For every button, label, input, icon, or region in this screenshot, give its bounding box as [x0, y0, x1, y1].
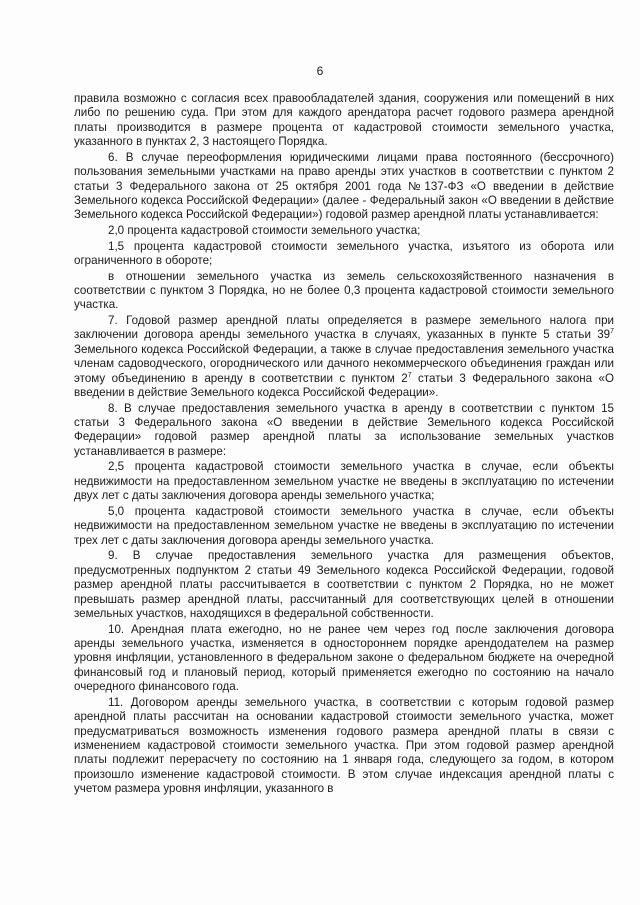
superscript-7a: 7 [610, 328, 614, 336]
paragraph-item-8: 8. В случае предоставления земельного участка в аренду в соответствии с пунктом 15 статьи 3 Федерального закона «О введении в действие Земельного кодекса Российской Федерации» годовой размер арендной платы за использование земельных участков устанавливается в размере: [74, 401, 614, 458]
paragraph-item-7 [74, 314, 614, 400]
document-body [74, 92, 614, 798]
paragraph-continuation: правила возможно с согласия всех правообладателей здания, сооружения или помещений в них либо по решению суда. При этом для каждого арендатора расчет годового размера арендной платы производится в размере процента от кадастровой стоимости земельного участка, указанного в пунктах 2, 3 настоящего Порядка. [74, 92, 614, 149]
paragraph-item-8-rate-a: 2,5 процента кадастровой стоимости земельного участка в случае, если объекты недвижимости на предоставленном земельном участке не введены в эксплуатацию по истечении двух лет с даты заключения договора аренды земельного участка; [74, 460, 614, 503]
paragraph-item-11: 11. Договором аренды земельного участка, в соответствии с которым годовой размер арендной платы рассчитан на основании кадастровой стоимости земельного участка, может предусматриваться возможность изменения годового размера арендной платы в связи с изменением кадастровой стоимости земельного участка. При этом годовой размер арендной платы подлежит перерасчету по состоянию на 1 января года, следующего за годом, в котором произошло изменение кадастровой стоимости. В этом случае индексация арендной платы с учетом размера уровня инфляции, указанного в [74, 695, 614, 796]
paragraph-item-7-part-c: статьи 3 Федерального закона «О введении в действие Земельного кодекса Российской Федерации». [74, 371, 614, 400]
paragraph-item-6-rate-c: в отношении земельного участка из земель сельскохозяйственного назначения в соответствии с пунктом 3 Порядка, но не более 0,3 процента кадастровой стоимости земельного участка. [74, 269, 614, 312]
paragraph-item-9: 9. В случае предоставления земельного участка для размещения объектов, предусмотренных подпунктом 2 статьи 49 Земельного кодекса Российской Федерации, годовой размер арендной платы рассчитывается в соответствии с пунктом 2 Порядка, но не может превышать размер арендной платы, рассчитанный для соответствующих целей в отношении земельных участков, находящихся в федеральной собственности. [74, 549, 614, 620]
page-number: 6 [316, 64, 324, 78]
superscript-7b: 7 [407, 371, 412, 379]
paragraph-item-10: 10. Арендная плата ежегодно, но не ранее чем через год после заключения договора аренды земельного участка, изменяется в одностороннем порядке арендодателем на размер уровня инфляции, установленного в федеральном законе о федеральном бюджете на очередной финансовый год и плановый период, который применяется ежегодно по состоянию на начало очередного финансового года. [74, 622, 614, 694]
paragraph-item-7-part-a: 7. Годовой размер арендной платы определяется в размере земельного налога при заключении договора аренды земельного участка в случаях, указанных в пункте 5 статьи 39 [74, 314, 614, 342]
paragraph-item-6-rate-a: 2,0 процента кадастровой стоимости земельного участка; [108, 224, 421, 238]
paragraph-item-6: 6. В случае переоформления юридическими лицами права постоянного (бессрочного) пользования земельными участками на право аренды этих участков в соответствии с пунктом 2 статьи 3 Федерального закона от 25 октября 2001 года №137-ФЗ «О введении в действие Земельного кодекса Российской Федерации» (далее - Федеральный закон «О введении в действие Земельного кодекса Российской Федерации») годовой размер арендной платы устанавливается: [74, 150, 614, 222]
paragraph-item-6-rate-b: 1,5 процента кадастровой стоимости земельного участка, изъятого из оборота или ограниченного в обороте; [74, 239, 614, 268]
paragraph-item-7-part-b: Земельного кодекса Российской Федерации, а также в случае предоставления земельного участка членам садоводческого, огороднического или дачного некоммерческого объединения граждан или этому объединению в аренду в соответствии с пунктом 2 [74, 342, 614, 385]
paragraph-item-8-rate-b: 5,0 процента кадастровой стоимости земельного участка в случае, если объекты недвижимости на предоставленном земельном участке не введены в эксплуатацию по истечении трех лет с даты заключения договора аренды земельного участка. [74, 504, 614, 547]
